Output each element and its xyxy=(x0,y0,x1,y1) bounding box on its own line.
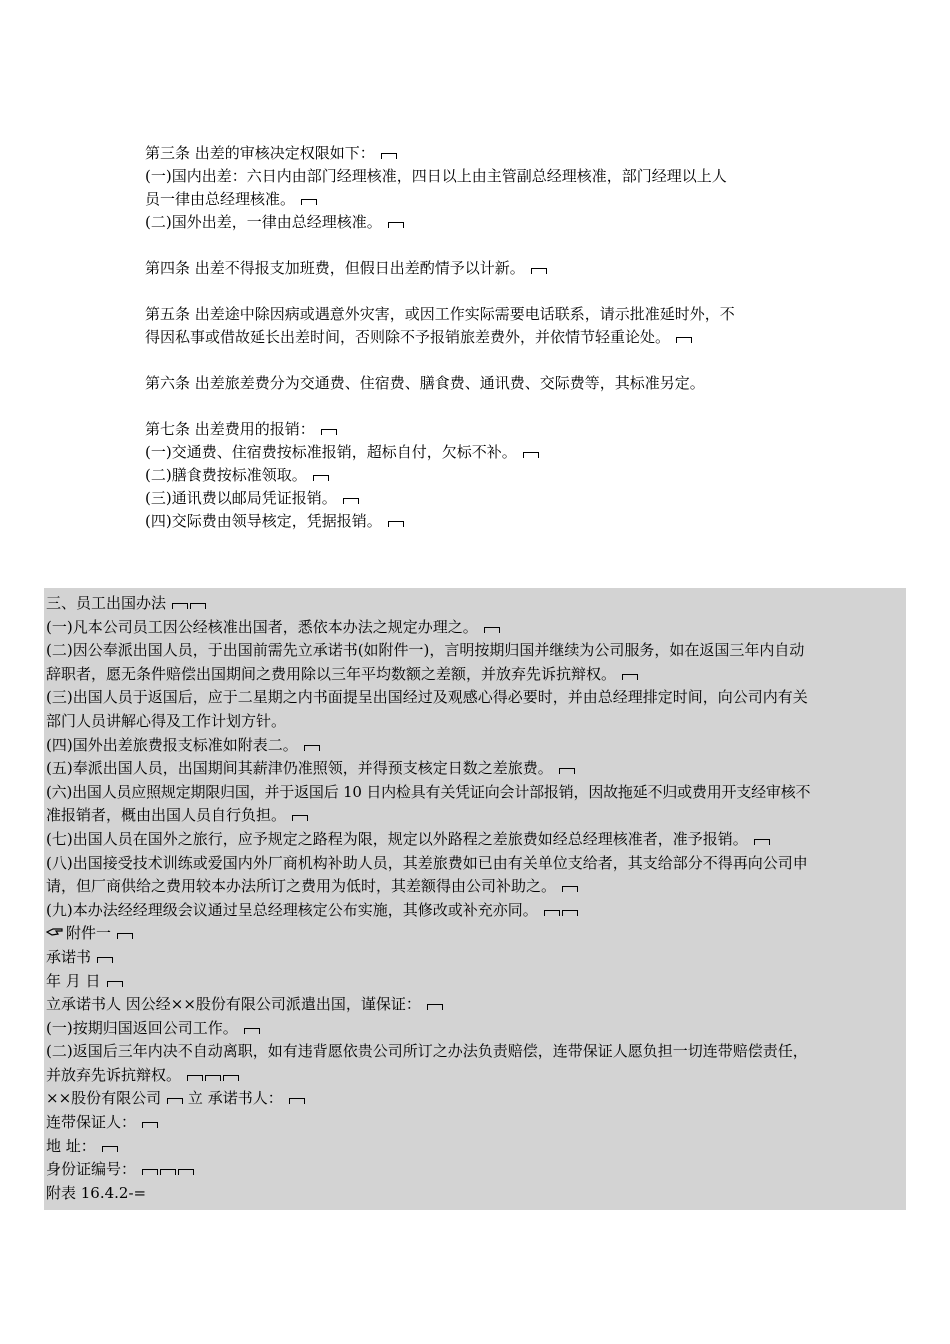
article-6 xyxy=(145,372,825,395)
paragraph-mark-icon xyxy=(622,674,638,680)
paragraph-mark-icon xyxy=(562,886,578,892)
rule-item: (四)国外出差旅费报支标准如附表二。 xyxy=(46,735,298,754)
paragraph-mark-icon xyxy=(142,1122,158,1128)
paragraph-mark-icon xyxy=(244,1028,260,1034)
pledge-intro: 立承诺书人 因公经××股份有限公司派遣出国，谨保证： xyxy=(46,995,421,1014)
article-4 xyxy=(145,257,825,280)
article-4-text: 第四条 出差不得报支加班费，但假日出差酌情予以计新。 xyxy=(145,259,525,277)
paragraph-mark-icon xyxy=(304,745,320,751)
paragraph-mark-icon xyxy=(187,1075,203,1081)
article-3 xyxy=(145,142,825,234)
id-number-label: 身份证编号： xyxy=(46,1160,137,1179)
paragraph-mark-icon xyxy=(205,1075,221,1081)
pointing-hand-icon xyxy=(46,922,66,946)
paragraph-mark-icon xyxy=(676,337,692,343)
company-name: ××股份有限公司 xyxy=(46,1089,162,1108)
signer-label: 立 承诺书人： xyxy=(187,1089,283,1108)
address-label: 地 址： xyxy=(46,1136,96,1155)
paragraph-mark-icon xyxy=(321,429,337,435)
table-reference: 附表 16.4.2-= xyxy=(46,1183,147,1202)
paragraph-mark-icon xyxy=(223,1075,239,1081)
paragraph-mark-icon xyxy=(172,603,188,609)
paragraph-mark-icon xyxy=(190,603,206,609)
paragraph-mark-icon xyxy=(97,957,113,963)
article-3-item: (一)国内出差：六日内由部门经理核准，四日以上由主管副总经理核准，部门经理以上人 xyxy=(145,167,727,185)
guarantor-label: 连带保证人： xyxy=(46,1113,137,1132)
rule-item: (五)奉派出国人员，出国期间其薪津仍准照领，并得预支核定日数之差旅费。 xyxy=(46,759,553,778)
paragraph-mark-icon xyxy=(531,268,547,274)
article-5-line: 第五条 出差途中除因病或遇意外灾害，或因工作实际需要电话联系，请示批准延时外，不 xyxy=(145,305,735,323)
attachment-label: 附件一 xyxy=(66,924,112,943)
paragraph-mark-icon xyxy=(381,153,397,159)
rule-item: (一)凡本公司员工因公经核准出国者，悉依本办法之规定办理之。 xyxy=(46,617,478,636)
article-7-item: (一)交通费、住宿费按标准报销，超标自付，欠标不补。 xyxy=(145,443,517,461)
upper-section xyxy=(145,142,825,556)
rule-item: (九)本办法经经理级会议通过呈总经理核定公布实施，其修改或补充亦同。 xyxy=(46,900,538,919)
rule-item: 请，但厂商供给之费用较本办法所订之费用为低时，其差额得由公司补助之。 xyxy=(46,877,557,896)
article-7-item: (三)通讯费以邮局凭证报销。 xyxy=(145,489,337,507)
paragraph-mark-icon xyxy=(117,933,133,939)
paragraph-mark-icon xyxy=(388,222,404,228)
paragraph-mark-icon xyxy=(102,1146,118,1152)
article-5-line: 得因私事或借故延长出差时间，否则除不予报销旅差费外，并依情节轻重论处。 xyxy=(145,328,671,346)
paragraph-mark-icon xyxy=(544,910,560,916)
article-7-item: (四)交际费由领导核定，凭据报销。 xyxy=(145,512,382,530)
paragraph-mark-icon xyxy=(160,1169,176,1175)
rule-item: 辞职者，愿无条件赔偿出国期间之费用除以三年平均数额之差额，并放弃先诉抗辩权。 xyxy=(46,664,617,683)
rule-item: (三)出国人员于返国后，应于二星期之内书面提呈出国经过及观感心得必要时，并由总经理排定时间，向公司内有关 xyxy=(46,688,808,707)
paragraph-mark-icon xyxy=(523,452,539,458)
article-7 xyxy=(145,418,825,533)
article-5 xyxy=(145,303,825,349)
paragraph-mark-icon xyxy=(562,910,578,916)
pledge-item: 并放弃先诉抗辩权。 xyxy=(46,1065,182,1084)
article-6-text: 第六条 出差旅差费分为交通费、住宿费、膳食费、通讯费、交际费等，其标准另定。 xyxy=(145,374,705,392)
rule-item: 部门人员讲解心得及工作计划方针。 xyxy=(46,711,287,730)
paragraph-mark-icon xyxy=(313,475,329,481)
article-3-title: 第三条 出差的审核决定权限如下： xyxy=(145,144,375,162)
paragraph-mark-icon xyxy=(167,1098,183,1104)
pledge-item: (一)按期归国返回公司工作。 xyxy=(46,1018,238,1037)
date-line: 年 月 日 xyxy=(46,971,101,990)
rule-item: (六)出国人员应照规定期限归国，并于返国后 10 日内检具有关凭证向会计部报销，因故拖延不归或费用开支经审核不 xyxy=(46,782,811,801)
paragraph-mark-icon xyxy=(142,1169,158,1175)
article-7-title: 第七条 出差费用的报销： xyxy=(145,420,315,438)
paragraph-mark-icon xyxy=(559,768,575,774)
pledge-item: (二)返国后三年内决不自动离职，如有违背愿依贵公司所订之办法负责赔偿，连带保证人愿负担一切连带赔偿责任， xyxy=(46,1042,808,1061)
paragraph-mark-icon xyxy=(301,199,317,205)
rule-item: (八)出国接受技术训练或爱国内外厂商机构补助人员，其差旅费如已由有关单位支给者，其支给部分不得再向公司申 xyxy=(46,853,808,872)
paragraph-mark-icon xyxy=(343,498,359,504)
paragraph-mark-icon xyxy=(292,815,308,821)
paragraph-mark-icon xyxy=(427,1004,443,1010)
paragraph-mark-icon xyxy=(388,521,404,527)
pledge-title: 承诺书 xyxy=(46,947,92,966)
rule-item: 准报销者，概由出国人员自行负担。 xyxy=(46,806,287,825)
article-3-item: 员一律由总经理核准。 xyxy=(145,190,296,208)
paragraph-mark-icon xyxy=(107,981,123,987)
overseas-travel-section xyxy=(44,588,906,1210)
rule-item: (二)因公奉派出国人员，于出国前需先立承诺书(如附件一)，言明按期归国并继续为公司服务，如在返国三年内自动 xyxy=(46,641,805,660)
article-7-item: (二)膳食费按标准领取。 xyxy=(145,466,307,484)
paragraph-mark-icon xyxy=(178,1169,194,1175)
article-3-item: (二)国外出差，一律由总经理核准。 xyxy=(145,213,382,231)
paragraph-mark-icon xyxy=(484,627,500,633)
paragraph-mark-icon xyxy=(289,1098,305,1104)
rule-item: (七)出国人员在国外之旅行，应予规定之路程为限，规定以外路程之差旅费如经总经理核准者，准予报销。 xyxy=(46,829,748,848)
paragraph-mark-icon xyxy=(754,839,770,845)
section-heading: 三、员工出国办法 xyxy=(46,594,167,612)
